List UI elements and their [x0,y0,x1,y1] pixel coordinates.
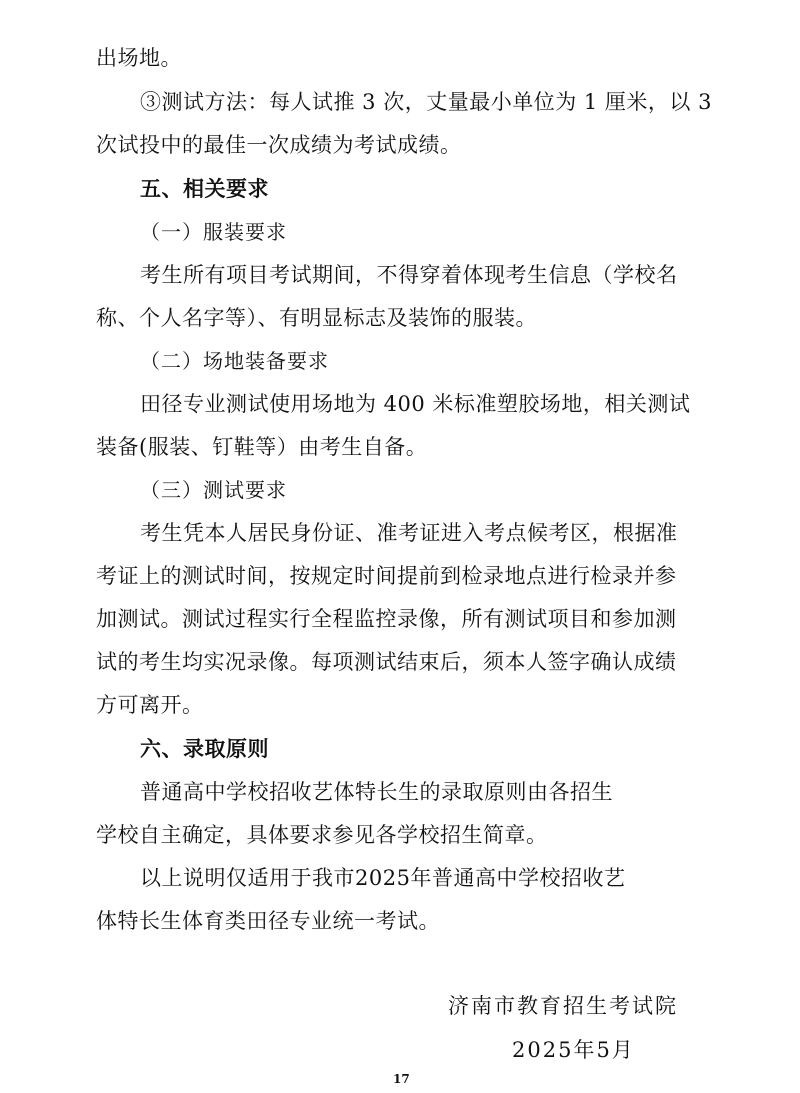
paragraph-line: 称、个人名字等）、有明显标志及装饰的服装。 [96,306,537,330]
paragraph-line: 学校自主确定，具体要求参见各学校招生简章。 [96,823,548,847]
signature-date: 2025年5月 [512,1038,635,1062]
paragraph-line: 方可离开。 [96,693,204,717]
section-heading: 六、录取原则 [140,737,269,761]
section-heading: 五、相关要求 [140,177,269,201]
subsection-heading: （二）场地装备要求 [140,349,329,373]
paragraph-line: 装备(服装、钉鞋等）由考生自备。 [96,435,428,459]
paragraph-line: ③测试方法：每人试推 3 次，丈量最小单位为 1 厘米，以 3 [140,90,712,114]
subsection-heading: （三）测试要求 [140,478,287,502]
paragraph-line: 体特长生体育类田径专业统一考试。 [96,909,440,933]
signature-org: 济南市教育招生考试院 [448,994,678,1018]
paragraph-line: 次试投中的最佳一次成绩为考试成绩。 [96,133,462,157]
paragraph-line: 田径专业测试使用场地为 400 米标准塑胶场地，相关测试 [140,392,691,416]
paragraph-line: 考证上的测试时间，按规定时间提前到检录地点进行检录并参 [96,564,677,588]
paragraph-line: 试的考生均实况录像。每项测试结束后，须本人签字确认成绩 [96,650,677,674]
paragraph-line: 普通高中学校招收艺体特长生的录取原则由各招生 [140,780,613,804]
paragraph-line: 加测试。测试过程实行全程监控录像，所有测试项目和参加测 [96,607,677,631]
subsection-heading: （一）服装要求 [140,220,287,244]
paragraph-line: 考生凭本人居民身份证、准考证进入考点候考区，根据准 [140,521,678,545]
paragraph-line: 以上说明仅适用于我市2025年普通高中学校招收艺 [140,866,626,890]
paragraph-line: 出场地。 [96,46,182,70]
page-number: 17 [393,1072,410,1086]
paragraph-line: 考生所有项目考试期间，不得穿着体现考生信息（学校名 [140,263,678,287]
